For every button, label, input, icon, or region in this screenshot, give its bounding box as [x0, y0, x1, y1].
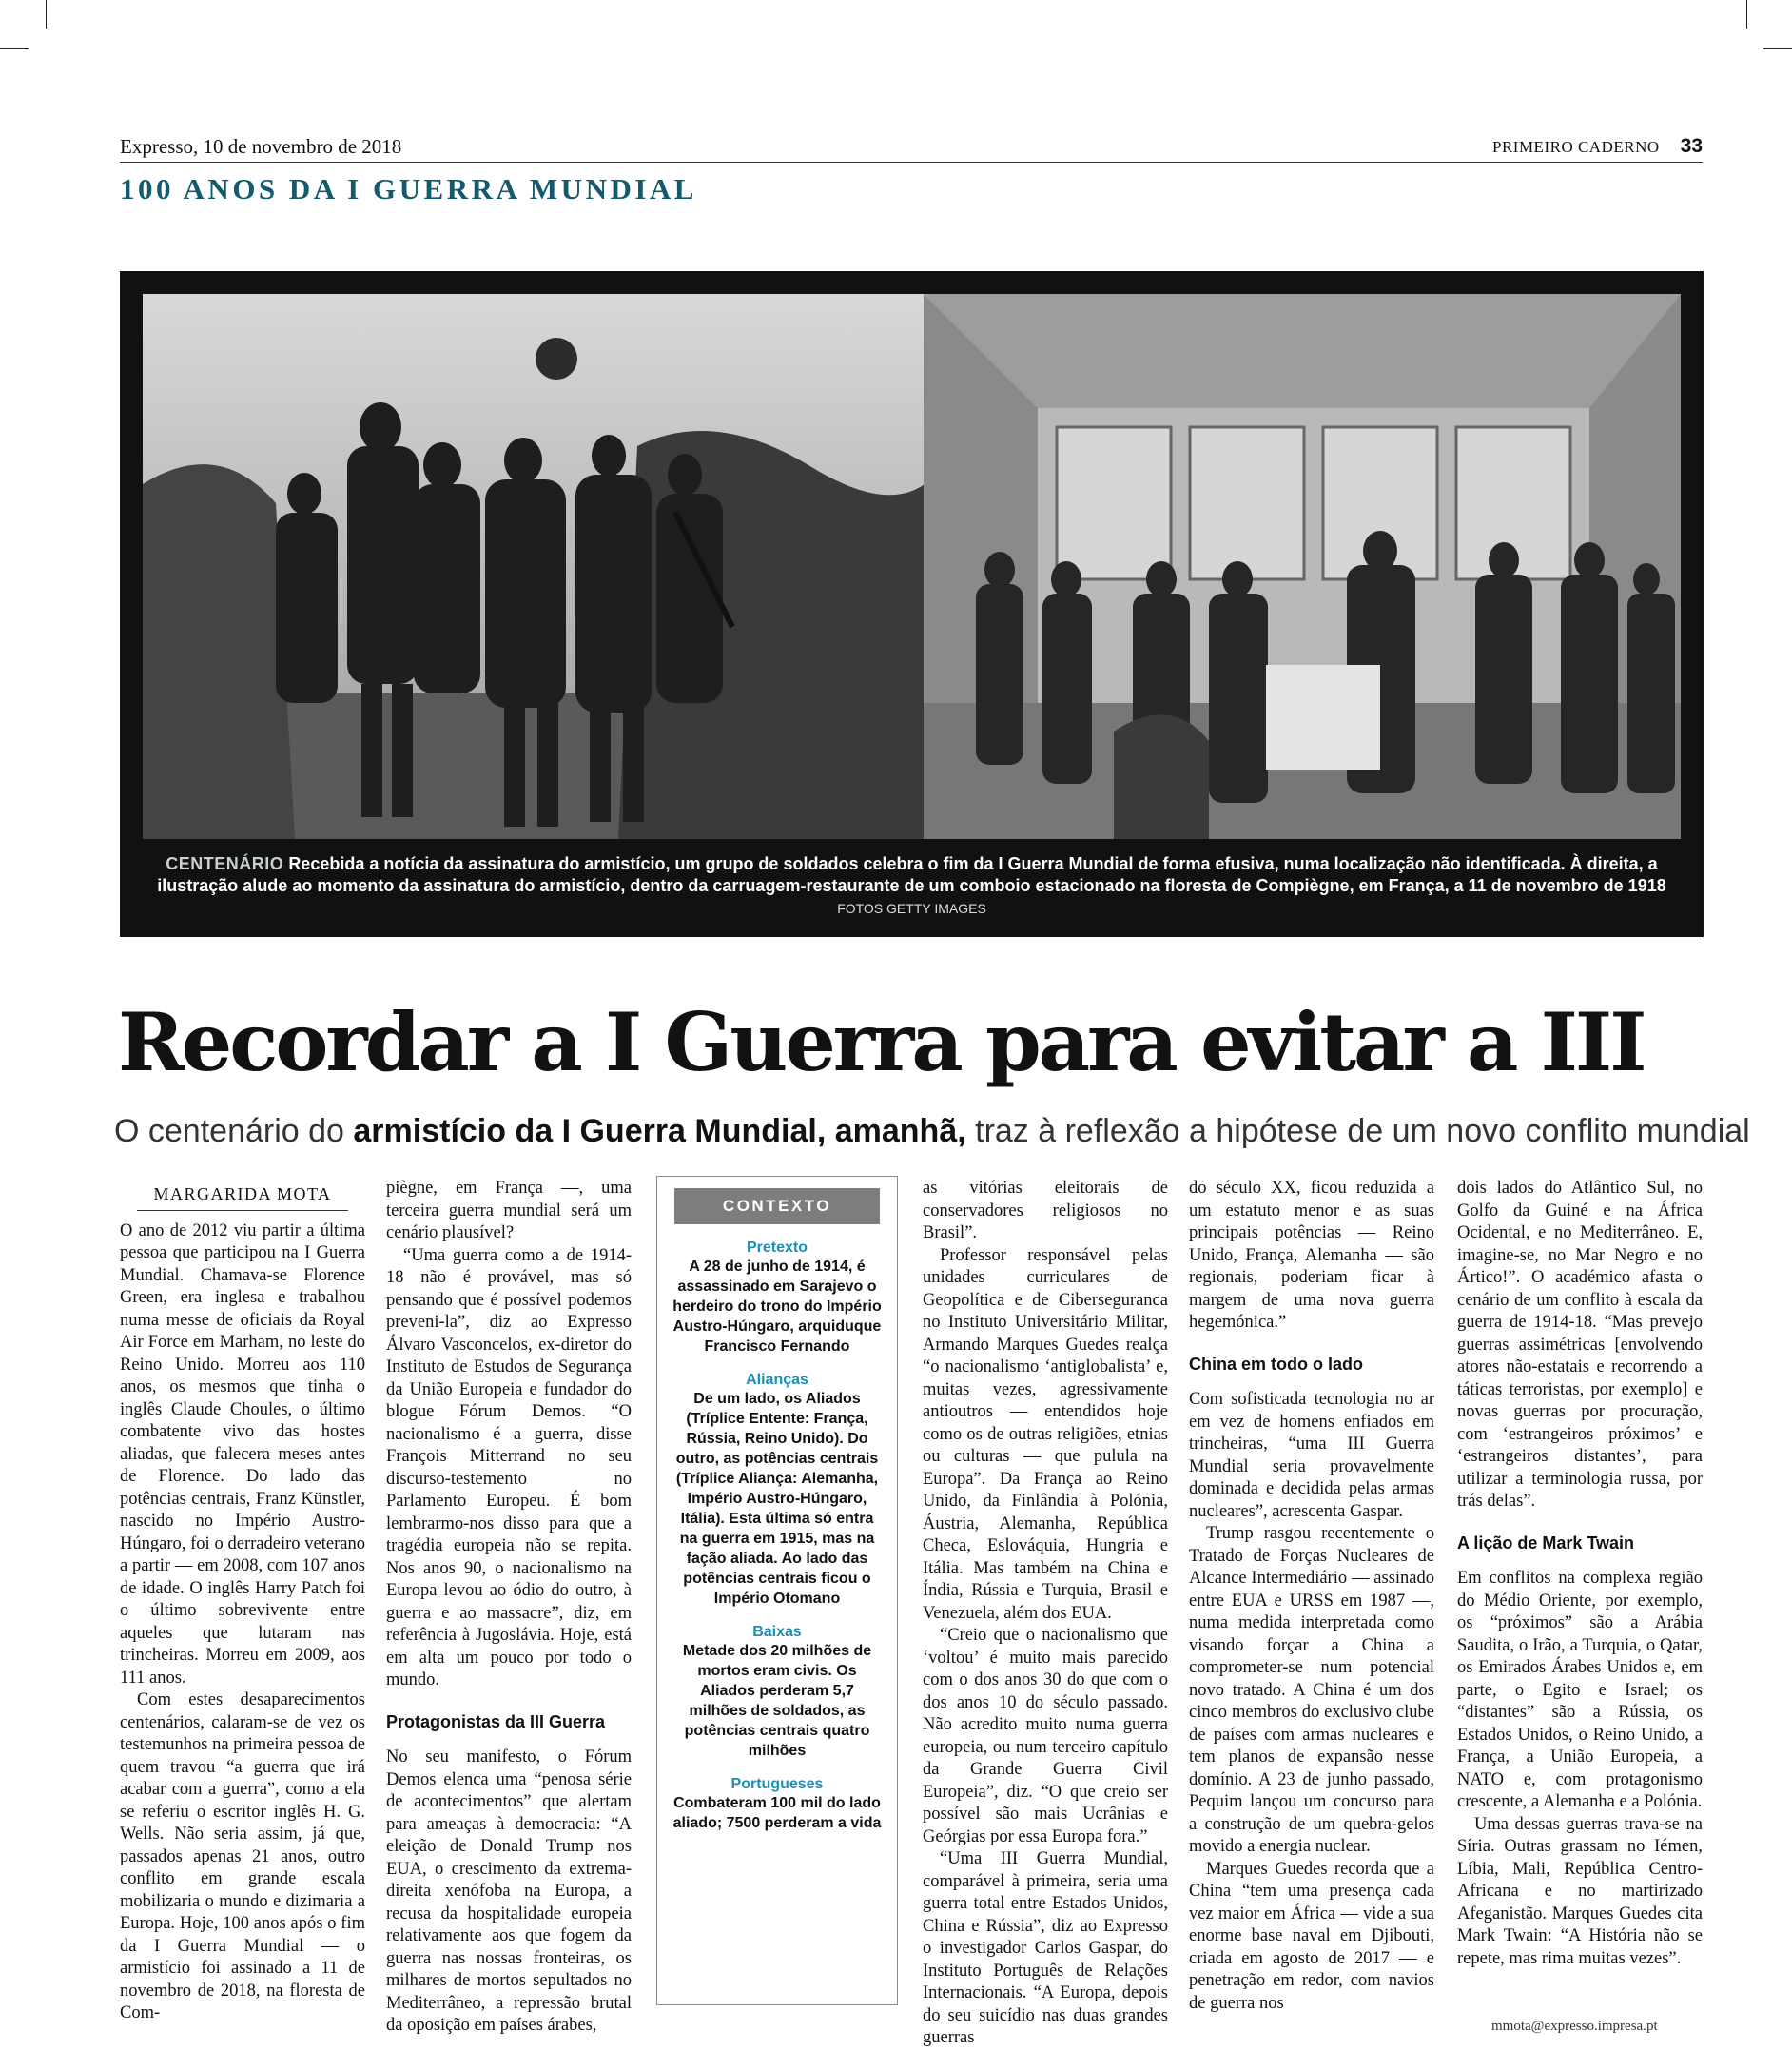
lead-text-1: O centenário do: [114, 1113, 354, 1149]
paragraph: Uma dessas guerras trava-se na Síria. Outras grassam no Iémen, Líbia, Mali, República Centro-Africana e no martirizado Afeganistão. Marques Guedes cita Mark Twain: “A História não se repete, mas rima muitas vezes”.: [1457, 1814, 1703, 1968]
paragraph: “Uma III Guerra Mundial, comparável à primeira, seria uma guerra total entre Estados Unidos, China e Rússia”, diz ao Expresso o investigador Carlos Gaspar, do Instituto Português de Relações Internacionais. “A Europa, depois do seu suicídio nas duas grandes guerras: [923, 1849, 1168, 2047]
context-text: Metade dos 20 milhões de mortos eram civis. Os Aliados perderam 5,7 milhões de soldados, as potências centrais quatro milhões: [682, 1643, 872, 1759]
context-label: Portugueses: [730, 1776, 824, 1792]
author-email: mmota@expresso.impresa.pt: [1491, 2019, 1658, 2034]
paragraph: Marques Guedes recorda que a China “tem uma presença cada vez maior em África — vide a sua enorme base naval em Djibouti, criada em agosto de 2017 — e penetração em redor, com navios de guerra nos: [1189, 1859, 1434, 2013]
crop-mark: [0, 48, 29, 49]
paragraph: Trump rasgou recentemente o Tratado de Forças Nucleares de Alcance Intermediário — assinado entre EUA e URSS em 1987 —, numa medida interpretada como visando forçar a China a comprometer-se num potencial novo tratado. A China é um dos cinco membros do exclusivo clube de países com armas nucleares e tem planos de expansão nesse domínio. A 23 de junho passado, Pequim lançou um concurso para a construção de um quebra-gelos movido a energia nuclear.: [1189, 1524, 1434, 1856]
context-text: Combateram 100 mil do lado aliado; 7500 perderam a vida: [672, 1795, 882, 1831]
section-label: PRIMEIRO CADERNO: [1491, 138, 1660, 156]
section-title: 100 ANOS DA I GUERRA MUNDIAL: [120, 172, 697, 205]
crop-mark: [1763, 48, 1792, 49]
column-3: [923, 1178, 1168, 2050]
photo-panel: [120, 271, 1704, 937]
paragraph: piègne, em França —, uma terceira guerra mundial será um cenário plausível?: [386, 1179, 632, 1242]
masthead-right: [1492, 135, 1703, 158]
subhead: China em todo o lado: [1189, 1354, 1363, 1374]
paragraph: No seu manifesto, o Fórum Demos elenca uma “penosa série de acontecimentos” que alertam para ameaças à democracia: “A eleição de Donald Trump nos EUA, o crescimento da extrema-direita xenófoba na Europa, a recusa da hospitalidade europeia relativamente aos que fogem da guerra nas nossas fronteiras, os milhares de mortos sepultados no Mediterrâneo, a repressão brutal da oposição em países árabes,: [386, 1747, 632, 2035]
page-number: 33: [1680, 135, 1703, 157]
lead: [114, 1113, 1750, 1150]
context-label: Alianças: [746, 1372, 808, 1388]
context-box: [656, 1176, 898, 2005]
paragraph: Com sofisticada tecnologia no ar em vez de homens enfiados em trincheiras, “uma III Guerra Mundial seria provavelmente dominada e decidida pelas armas nucleares”, acrescenta Gaspar.: [1189, 1390, 1434, 1521]
armistice-illustration: [924, 294, 1681, 839]
column-4: [1189, 1178, 1434, 2015]
context-label: Baixas: [752, 1624, 802, 1640]
subhead: A lição de Mark Twain: [1457, 1533, 1635, 1552]
headline: Recordar a I Guerra para evitar a III: [118, 995, 1645, 1090]
subhead: Protagonistas da III Guerra: [386, 1711, 606, 1731]
column-2: [386, 1178, 632, 2038]
photo-credit: FOTOS GETTY IMAGES: [837, 901, 986, 916]
crop-mark: [46, 0, 47, 29]
publication-date: Expresso, 10 de novembro de 2018: [120, 135, 402, 158]
lead-bold: armistício da I Guerra Mundial, amanhã,: [353, 1113, 966, 1149]
paragraph: Com estes desaparecimentos centenários, calaram-se de vez os testemunhos na primeira pessoa de quem travou “a guerra que irá acabar com a guerra”, como a ela se referiu o escritor inglês H. G. Wells. Não seria assim, já que, passados apenas 21 anos, outro conflito em grande escala mobilizaria o mundo e dizimaria a Europa. Hoje, 100 anos após o fim da I Guerra Mundial — o armistício foi assinado a 11 de novembro de 2018, na floresta de Com-: [120, 1690, 365, 2022]
context-label: Pretexto: [746, 1240, 808, 1256]
column-1: [120, 1178, 365, 2025]
caption-text: Recebida a notícia da assinatura do armistício, um grupo de soldados celebra o fim da I Guerra Mundial de forma efusiva, numa localização não identificada. À direita, a ilustração alude ao momento da assinatura do armistício, dentro da carruagem-restaurante de um comboio estacionado na floresta de Compiègne, em França, a 11 de novembro de 1918: [157, 854, 1666, 895]
context-title: CONTEXTO: [674, 1188, 880, 1224]
masthead: [120, 133, 1703, 163]
paragraph: “Uma guerra como a de 1914-18 não é provável, mas só pensando que é possível podemos preveni-la”, diz ao Expresso Álvaro Vasconcelos, ex-diretor do Instituto de Estudos de Segurança da União Europeia e fundador do blogue Fórum Demos. “O nacionalismo é a guerra, disse François Mitterrand no seu discurso-testemento no Parlamento Europeu. É bom lembrarmo-nos disso para que a tragédia europeia não se repita. Nos anos 90, o nacionalismo na Europa levou ao ódio do outro, à guerra e ao massacre”, diz, em referência à Jugoslávia. Hoje, está em alta um pouco por todo o mundo.: [386, 1245, 632, 1689]
column-5: [1457, 1178, 1703, 1970]
soldiers-photo: [143, 294, 925, 839]
lead-text-2: traz à reflexão a hipótese de um novo conflito mundial: [965, 1113, 1750, 1149]
paragraph: Professor responsável pelas unidades curriculares de Geopolítica e de Ciberseguranca no Instituto Universitário Militar, Armando Marques Guedes realça “o nacionalismo ‘antiglobalista’ e, muitas vezes, agressivamente antioutros — entendidos hoje como os de outras religiões, etnias ou culturas — que pulula na Europa”. Da França ao Reino Unido, da Finlândia à Polónia, Áustria, Alemanha, República Checa, Eslováquia, Hungria e Itália. Mas também na China e Índia, Rússia e Turquia, Brasil e Venezuela, além dos EUA.: [923, 1245, 1168, 1623]
paragraph: “Creio que o nacionalismo que ‘voltou’ é muito mais parecido com o dos anos 30 do que com o dos anos 10 do século passado. Não acredito muito numa guerra europeia, ou num terceiro capítulo da Grande Guerra Civil Europeia”, diz. “O que creio ser possível são mais Ucrânias e Geórgias por essa Europa fora.”: [923, 1626, 1168, 1846]
paragraph: as vitórias eleitorais de conservadores religiosos no Brasil”.: [923, 1179, 1168, 1242]
byline: MARGARIDA MOTA: [137, 1183, 348, 1211]
photo-caption: [139, 853, 1685, 920]
caption-kicker: CENTENÁRIO: [166, 854, 284, 873]
paragraph: Em conflitos na complexa região do Médio Oriente, por exemplo, os “próximos” são a Arábia Saudita, o Irão, a Turquia, o Qatar, os Emirados Árabes Unidos e, em parte, o Egito e Israel; os “distantes” são a Rússia, os Estados Unidos, o Reino Unido, a França, a União Europeia, a NATO e, com protagonismo crescente, a Alemanha e a Polónia.: [1457, 1569, 1703, 1811]
crop-mark: [1746, 0, 1747, 29]
paragraph: do século XX, ficou reduzida a um estatuto menor e as suas principais potências — Reino Unido, França, Alemanha — são regionais, poderiam ficar à margem de uma nova guerra hegemónica.”: [1189, 1179, 1434, 1332]
paragraph: O ano de 2012 viu partir a última pessoa que participou na I Guerra Mundial. Chamava-se Florence Green, era inglesa e trabalhou numa messe de oficiais da Royal Air Force em Marham, no leste do Reino Unido. Morreu aos 110 anos, os mesmos que tinha o inglês Claude Choules, o último combatente vivo das hostes aliadas, que falecera meses antes de Florence. Do lado das potências centrais, Franz Künstler, nascido no Império Austro-Húngaro, foi o derradeiro veterano a partir — em 2008, com 107 anos de idade. O inglês Harry Patch foi o último sobrevivente entre aqueles que lutaram nas trincheiras. Morreu em 2009, aos 111 anos.: [120, 1220, 365, 1688]
context-text: De um lado, os Aliados (Tríplice Entente: França, Rússia, Reino Unido). Do outro, as potências centrais (Tríplice Aliança: Alemanha, Império Austro-Húngaro, Itália). Esta última só entra na guerra em 1915, mas na fação aliada. Ao lado das potências centrais ficou o Império Otomano: [675, 1391, 879, 1607]
context-text: A 28 de junho de 1914, é assassinado em Sarajevo o herdeiro do trono do Império Austro-Húngaro, arquiduque Francisco Fernando: [672, 1259, 882, 1355]
paragraph: dois lados do Atlântico Sul, no Golfo da Guiné e na África Ocidental, e no Mediterrâneo. E, imagine-se, no Mar Negro e no Ártico!”. O académico afasta o cenário de um conflito à escala da guerra de 1914-18. “Mas prevejo guerras assimétricas [envolvendo atores não-estatais e recorrendo a táticas terroristas, por exemplo] e novas guerras por procuração, com ‘estrangeiros próximos’ e ‘estrangeiros distantes’, para utilizar a terminologia russa, por trás delas”.: [1457, 1179, 1703, 1511]
